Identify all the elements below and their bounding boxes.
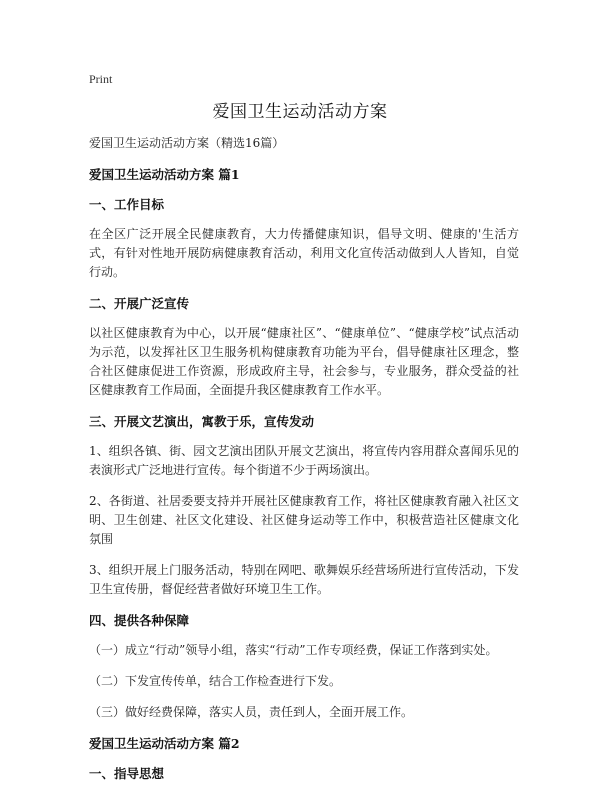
article-1-paragraph-5: 3、组织开展上门服务活动，特别在网吧、歌舞娱乐经营场所进行宣传活动，下发卫生宣传册，督促经营者做好环境卫生工作。 — [89, 563, 519, 596]
article-1-paragraph-6: （一）成立“行动”领导小组，落实“行动”工作专项经费，保证工作落到实处。 — [89, 643, 498, 657]
article-2-title: 爱国卫生运动活动方案 篇2 — [89, 736, 240, 751]
article-2-heading-1: 一、指导思想 — [89, 766, 165, 781]
article-1-heading-3: 三、开展文艺演出，寓教于乐，宣传发动 — [89, 414, 315, 429]
page-title: 爱国卫生运动活动方案 — [212, 102, 388, 122]
article-1-paragraph-4: 2、各街道、社居委要支持并开展社区健康教育工作，将社区健康教育融入社区文明、卫生创建、社区文化建设、社区健身运动等工作中，积极营造社区健康文化氛围 — [89, 494, 519, 546]
article-1-title: 爱国卫生运动活动方案 篇1 — [89, 167, 240, 182]
article-1-paragraph-7: （二）下发宣传传单，结合工作检查进行下发。 — [89, 674, 342, 688]
article-1-paragraph-8: （三）做好经费保障，落实人员，责任到人，全面开展工作。 — [89, 705, 414, 719]
document-subtitle: 爱国卫生运动活动方案（精选16篇） — [89, 136, 285, 150]
article-1-heading-1: 一、工作目标 — [89, 197, 165, 212]
print-label: Print — [89, 72, 113, 86]
article-1-heading-2: 二、开展广泛宣传 — [89, 296, 190, 311]
article-1-paragraph-1: 在全区广泛开展全民健康教育，大力传播健康知识，倡导文明、健康的'生活方式，有针对性地开展防病健康教育活动，利用文化宣传活动做到人人皆知，自觉行动。 — [89, 227, 519, 279]
article-1-paragraph-2: 以社区健康教育为中心，以开展“健康社区”、“健康单位”、“健康学校”试点活动为示范，以发挥社区卫生服务机构健康教育功能为平台，倡导健康社区理念，整合社区健康促进工作资源，形成政府主导，社会参与，专业服务，群众受益的社区健康教育工作局面，全面提升我区健康教育工作水平。 — [89, 326, 519, 397]
document-body — [89, 134, 519, 794]
article-1-heading-4: 四、提供各种保障 — [89, 613, 190, 628]
article-1-paragraph-3: 1、组织各镇、街、园文艺演出团队开展文艺演出，将宣传内容用群众喜闻乐见的表演形式广泛地进行宣传。每个街道不少于两场演出。 — [89, 444, 519, 477]
